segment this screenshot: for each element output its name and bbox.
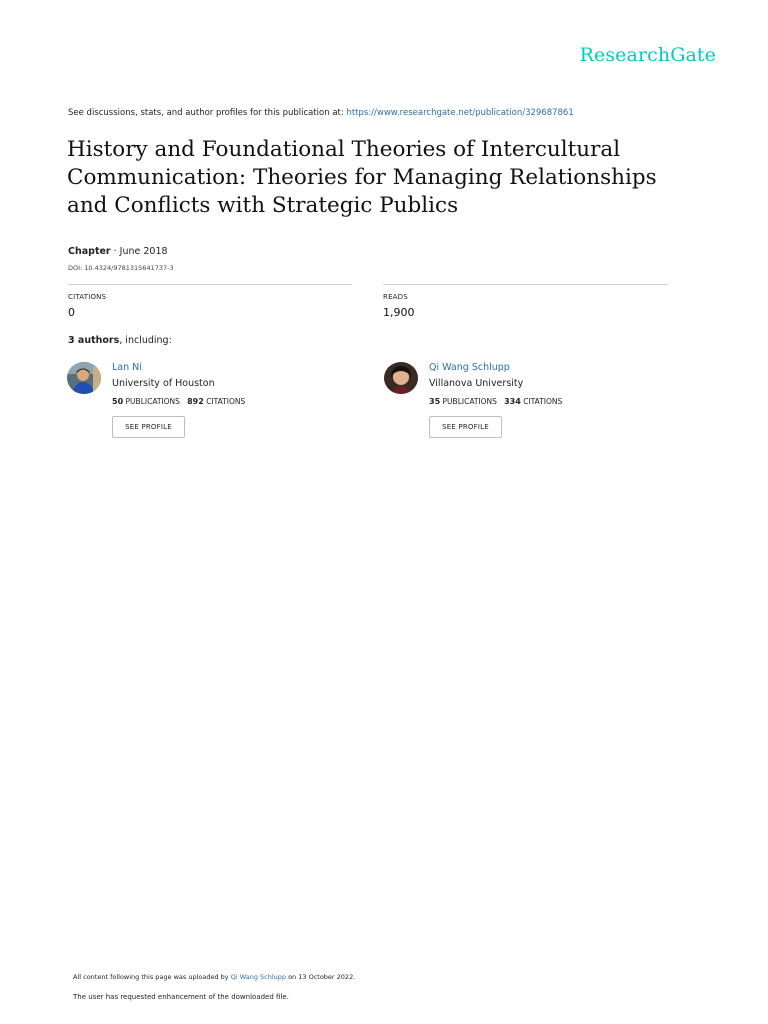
researchgate-logo[interactable]: ResearchGate: [579, 44, 716, 66]
author-name[interactable]: Qi Wang Schlupp: [429, 362, 510, 373]
authors-count: 3 authors: [68, 335, 120, 346]
author-counts: [112, 397, 245, 406]
discussions-text: See discussions, stats, and author profiles for this publication at:: [68, 108, 347, 118]
see-profile-button[interactable]: SEE PROFILE: [429, 416, 502, 438]
upload-note: [73, 973, 355, 981]
citations-label: CITATIONS: [523, 397, 563, 406]
citations-count: 334: [504, 397, 521, 406]
publication-type: Chapter: [68, 246, 111, 257]
author-institution: University of Houston: [112, 378, 215, 389]
upload-suffix: on 13 October 2022.: [286, 973, 356, 981]
reads-label: READS: [383, 293, 408, 301]
citations-label: CITATIONS: [206, 397, 246, 406]
citations-count: 892: [187, 397, 204, 406]
publications-label: PUBLICATIONS: [442, 397, 497, 406]
upload-prefix: All content following this page was uploaded by: [73, 973, 231, 981]
citations-value: 0: [68, 306, 75, 319]
enhancement-note: The user has requested enhancement of the downloaded file.: [73, 993, 289, 1001]
authors-suffix: , including:: [119, 335, 172, 346]
see-profile-button[interactable]: SEE PROFILE: [112, 416, 185, 438]
divider: [383, 284, 668, 285]
publications-count: 35: [429, 397, 441, 406]
divider: [68, 284, 352, 285]
publication-date: · June 2018: [110, 246, 168, 257]
author-name[interactable]: Lan Ni: [112, 362, 142, 373]
publication-link[interactable]: https://www.researchgate.net/publication/329687861: [346, 108, 574, 118]
publication-title: [67, 136, 707, 220]
avatar[interactable]: [384, 362, 418, 394]
author-institution: Villanova University: [429, 378, 524, 389]
publication-doi: DOI: 10.4324/9781315641737-3: [68, 264, 174, 272]
reads-value: 1,900: [383, 306, 415, 319]
title-line: and Conflicts with Strategic Publics: [67, 193, 459, 218]
title-line: Communication: Theories for Managing Relationships: [67, 165, 657, 190]
authors-summary: [68, 335, 172, 346]
author-card: [384, 362, 664, 442]
avatar[interactable]: [67, 362, 101, 394]
citations-label: CITATIONS: [68, 293, 107, 301]
uploader-link[interactable]: Qi Wang Schlupp: [230, 973, 287, 981]
author-counts: [429, 397, 562, 406]
publication-meta: [68, 246, 168, 257]
title-line: History and Foundational Theories of Intercultural: [67, 137, 621, 162]
publications-count: 50: [112, 397, 124, 406]
discussions-line: [68, 108, 574, 118]
author-card: [67, 362, 347, 442]
publications-label: PUBLICATIONS: [125, 397, 180, 406]
